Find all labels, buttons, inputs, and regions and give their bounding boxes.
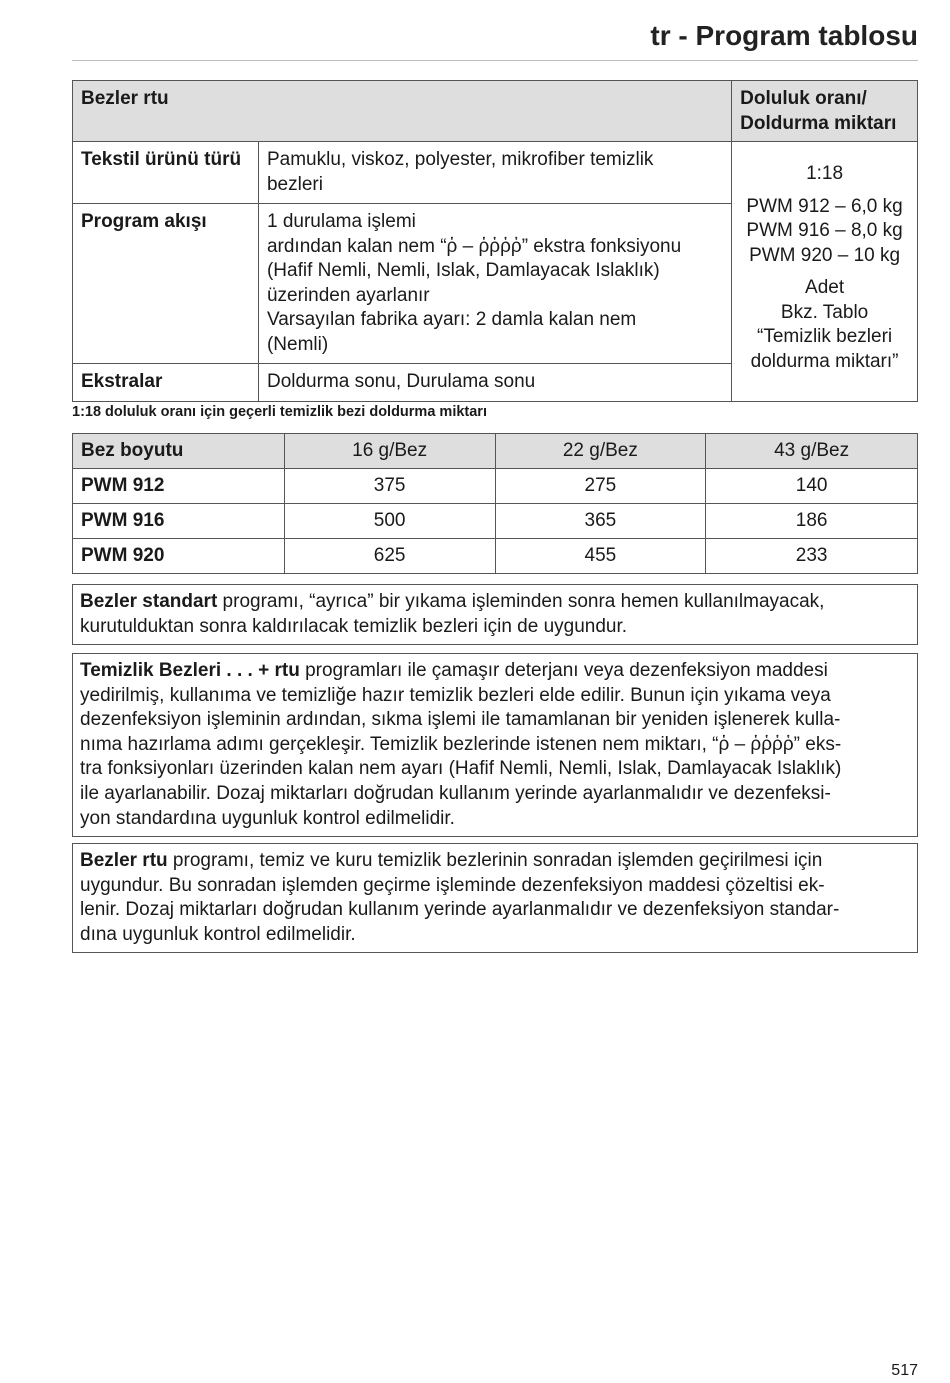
capacity-ratio: 1:18	[806, 163, 844, 184]
program-name: Bezler rtu	[73, 81, 732, 142]
text-line: ardından kalan nem “ῥ – ῥῥῥῥ” ekstra fonksiyonu	[266, 235, 682, 257]
row-label-extras: Ekstralar	[73, 364, 259, 402]
table-cell: 275	[495, 469, 706, 504]
capacity-header-line2: Doldurma miktarı	[740, 112, 897, 134]
note-box	[72, 653, 918, 837]
row-header: PWM 916	[73, 504, 285, 539]
text-line: yedirilmiş, kullanıma ve temizliğe hazır temizlik bezleri elde edilir. Bunun için yıkama veya	[80, 684, 831, 706]
text-line: (Hafif Nemli, Nemli, Islak, Damlayacak Islaklık)	[266, 260, 660, 281]
note-box	[72, 843, 918, 953]
page-title: tr - Program tablosu	[650, 20, 918, 51]
row-header: PWM 912	[73, 469, 285, 504]
program-table	[72, 80, 918, 402]
row-label-program-flow: Program akışı	[73, 204, 259, 364]
table-cell: 375	[284, 469, 495, 504]
table-cell: 233	[706, 539, 918, 574]
row-value-textile	[258, 142, 731, 204]
text-line: Pamuklu, viskoz, polyester, mikrofiber temizlik	[266, 149, 654, 170]
row-header: PWM 920	[73, 539, 285, 574]
column-header: 22 g/Bez	[495, 434, 706, 469]
row-value-extras	[258, 364, 731, 402]
text-line: Doldurma sonu, Durulama sonu	[266, 371, 536, 392]
capacity-cell	[732, 142, 918, 402]
table-cell: 625	[284, 539, 495, 574]
page-number: 517	[891, 1362, 918, 1379]
column-header: 16 g/Bez	[284, 434, 495, 469]
text-line: uygundur. Bu sonradan işlemden geçirme işleminde dezenfeksiyon maddesi çözeltisi ek-	[80, 874, 825, 896]
note-program-name: Bezler rtu	[80, 850, 168, 871]
text-line: lenir. Dozaj miktarları doğrudan kullanım yerinde ayarlanmalıdır ve dezenfeksiyon standar-	[80, 899, 840, 921]
fill-quantity-table	[72, 433, 918, 574]
note-text: programı, “ayrıca” bir yıkama işleminden sonra hemen kullanılmayacak,	[217, 591, 825, 612]
table-row	[73, 469, 918, 504]
note-program-name: Temizlik Bezleri . . . + rtu	[80, 660, 300, 681]
capacity-header	[732, 81, 918, 142]
capacity-note: Adet	[805, 277, 845, 298]
column-header: Bez boyutu	[73, 434, 285, 469]
text-line: yon standardına uygunluk kontrol edilmelidir.	[80, 807, 455, 829]
header-divider	[72, 60, 918, 61]
table-cell: 140	[706, 469, 918, 504]
table-header-row	[73, 434, 918, 469]
capacity-header-line1: Doluluk oranı/	[740, 88, 867, 109]
note-text: programları ile çamaşır deterjanı veya dezenfeksiyon maddesi	[299, 660, 828, 681]
table-cell: 455	[495, 539, 706, 574]
capacity-load: PWM 916 – 8,0 kg	[746, 220, 903, 241]
text-line: bezleri	[266, 173, 323, 195]
text-line: üzerinden ayarlanır	[266, 284, 430, 306]
capacity-load: PWM 920 – 10 kg	[749, 244, 901, 266]
text-line	[80, 590, 910, 615]
capacity-load: PWM 912 – 6,0 kg	[746, 195, 903, 217]
fill-table-caption: 1:18 doluluk oranı için geçerli temizlik bezi doldurma miktarı	[72, 404, 487, 420]
text-line: (Nemli)	[266, 333, 329, 355]
note-program-name: Bezler standart	[80, 591, 218, 612]
capacity-note: Bkz. Tablo	[780, 301, 869, 323]
note-box	[72, 584, 918, 645]
text-line	[80, 659, 910, 684]
capacity-note: “Temizlik bezleri	[757, 326, 893, 347]
text-line: tra fonksiyonları üzerinden kalan nem ayarı (Hafif Nemli, Nemli, Islak, Damlayacak Islaklık)	[80, 758, 842, 780]
text-line: Varsayılan fabrika ayarı: 2 damla kalan nem	[266, 309, 637, 330]
text-line: ile ayarlanabilir. Dozaj miktarları doğrudan kullanım yerinde ayarlanmalıdır ve dezenfeksi-	[80, 782, 831, 804]
row-value-program-flow	[258, 204, 731, 364]
text-line: dezenfeksiyon işleminin ardından, sıkma işlemi ile tamamlanan bir yeniden işlenerek kulla-	[80, 709, 841, 731]
row-label-textile: Tekstil ürünü türü	[73, 142, 259, 204]
text-line: kurutulduktan sonra kaldırılacak temizlik bezleri için de uygundur.	[80, 615, 628, 637]
capacity-note: doldurma miktarı”	[750, 350, 899, 372]
table-row	[73, 539, 918, 574]
text-line: nıma hazırlama adımı gerçekleşir. Temizlik bezlerinde istenen nem miktarı, “ῥ – ῥῥῥῥ” eks-	[80, 733, 842, 755]
note-text: programı, temiz ve kuru temizlik bezlerinin sonradan işlemden geçirilmesi için	[167, 850, 823, 871]
text-line	[80, 849, 910, 874]
text-line: 1 durulama işlemi	[266, 211, 416, 232]
table-cell: 365	[495, 504, 706, 539]
table-cell: 186	[706, 504, 918, 539]
text-line: dına uygunluk kontrol edilmelidir.	[80, 923, 356, 945]
column-header: 43 g/Bez	[706, 434, 918, 469]
table-row	[73, 504, 918, 539]
table-cell: 500	[284, 504, 495, 539]
